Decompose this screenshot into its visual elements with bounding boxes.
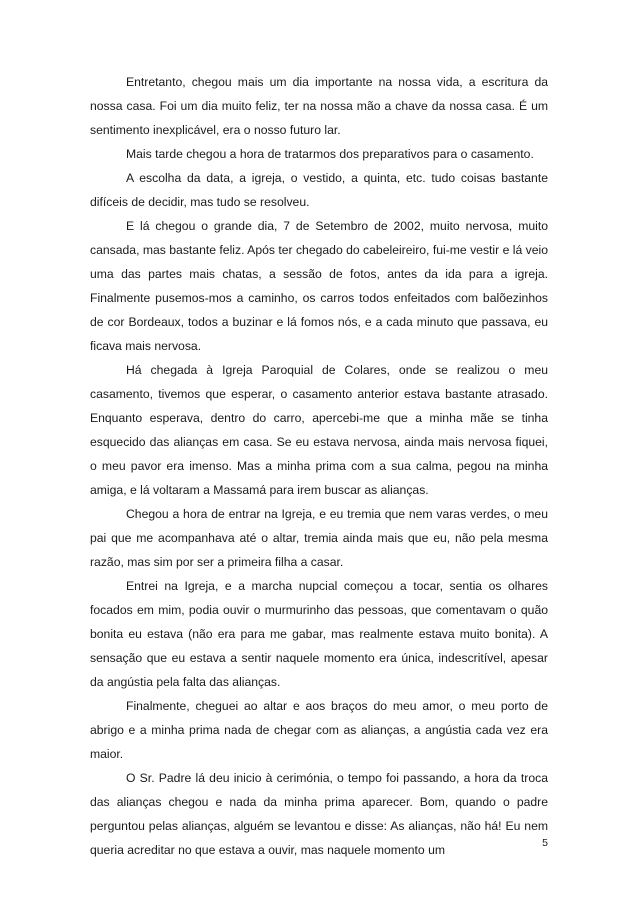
page-number: 5: [542, 837, 548, 849]
document-body: [90, 70, 548, 862]
paragraph-5: Há chegada à Igreja Paroquial de Colares, onde se realizou o meu casamento, tivemos que esperar, o casamento anterior estava bastante atrasado. Enquanto esperava, dentro do carro, apercebi-me que a minha mãe se tinha esquecido das alianças em casa. Se eu estava nervosa, ainda mais nervosa fiquei, o meu pavor era imenso. Mas a minha prima com a sua calma, pegou na minha amiga, e lá voltaram a Massamá para irem buscar as alianças.: [90, 363, 548, 497]
paragraph-6: Chegou a hora de entrar na Igreja, e eu tremia que nem varas verdes, o meu pai que me acompanhava até o altar, tremia ainda mais que eu, não pela mesma razão, mas sim por ser a primeira filha a casar.: [90, 507, 548, 569]
paragraph-4: E lá chegou o grande dia, 7 de Setembro de 2002, muito nervosa, muito cansada, mas bastante feliz. Após ter chegado do cabeleireiro, fui-me vestir e lá veio uma das partes mais chatas, a sessão de fotos, antes da ida para a igreja. Finalmente pusemos-mos a caminho, os carros todos enfeitados com balõezinhos de cor Bordeaux, todos a buzinar e lá fomos nós, e a cada minuto que passava, eu ficava mais nervosa.: [90, 219, 548, 353]
paragraph-8: Finalmente, cheguei ao altar e aos braços do meu amor, o meu porto de abrigo e a minha prima nada de chegar com as alianças, a angústia cada vez era maior.: [90, 699, 548, 761]
paragraph-3: A escolha da data, a igreja, o vestido, a quinta, etc. tudo coisas bastante difíceis de decidir, mas tudo se resolveu.: [90, 171, 548, 209]
paragraph-9: O Sr. Padre lá deu inicio à cerimónia, o tempo foi passando, a hora da troca das alianças chegou e nada da minha prima aparecer. Bom, quando o padre perguntou pelas alianças, alguém se levantou e disse: As alianças, não há! Eu nem queria acreditar no que estava a ouvir, mas naquele momento um: [90, 771, 548, 857]
paragraph-7: Entrei na Igreja, e a marcha nupcial começou a tocar, sentia os olhares focados em mim, podia ouvir o murmurinho das pessoas, que comentavam o quão bonita eu estava (não era para me gabar, mas realmente estava muito bonita). A sensação que eu estava a sentir naquele momento era única, indescritível, apesar da angústia pela falta das alianças.: [90, 579, 548, 689]
paragraph-1: Entretanto, chegou mais um dia importante na nossa vida, a escritura da nossa casa. Foi um dia muito feliz, ter na nossa mão a chave da nossa casa. É um sentimento inexplicável, era o nosso futuro lar.: [90, 75, 548, 137]
paragraph-2: Mais tarde chegou a hora de tratarmos dos preparativos para o casamento.: [126, 147, 534, 161]
